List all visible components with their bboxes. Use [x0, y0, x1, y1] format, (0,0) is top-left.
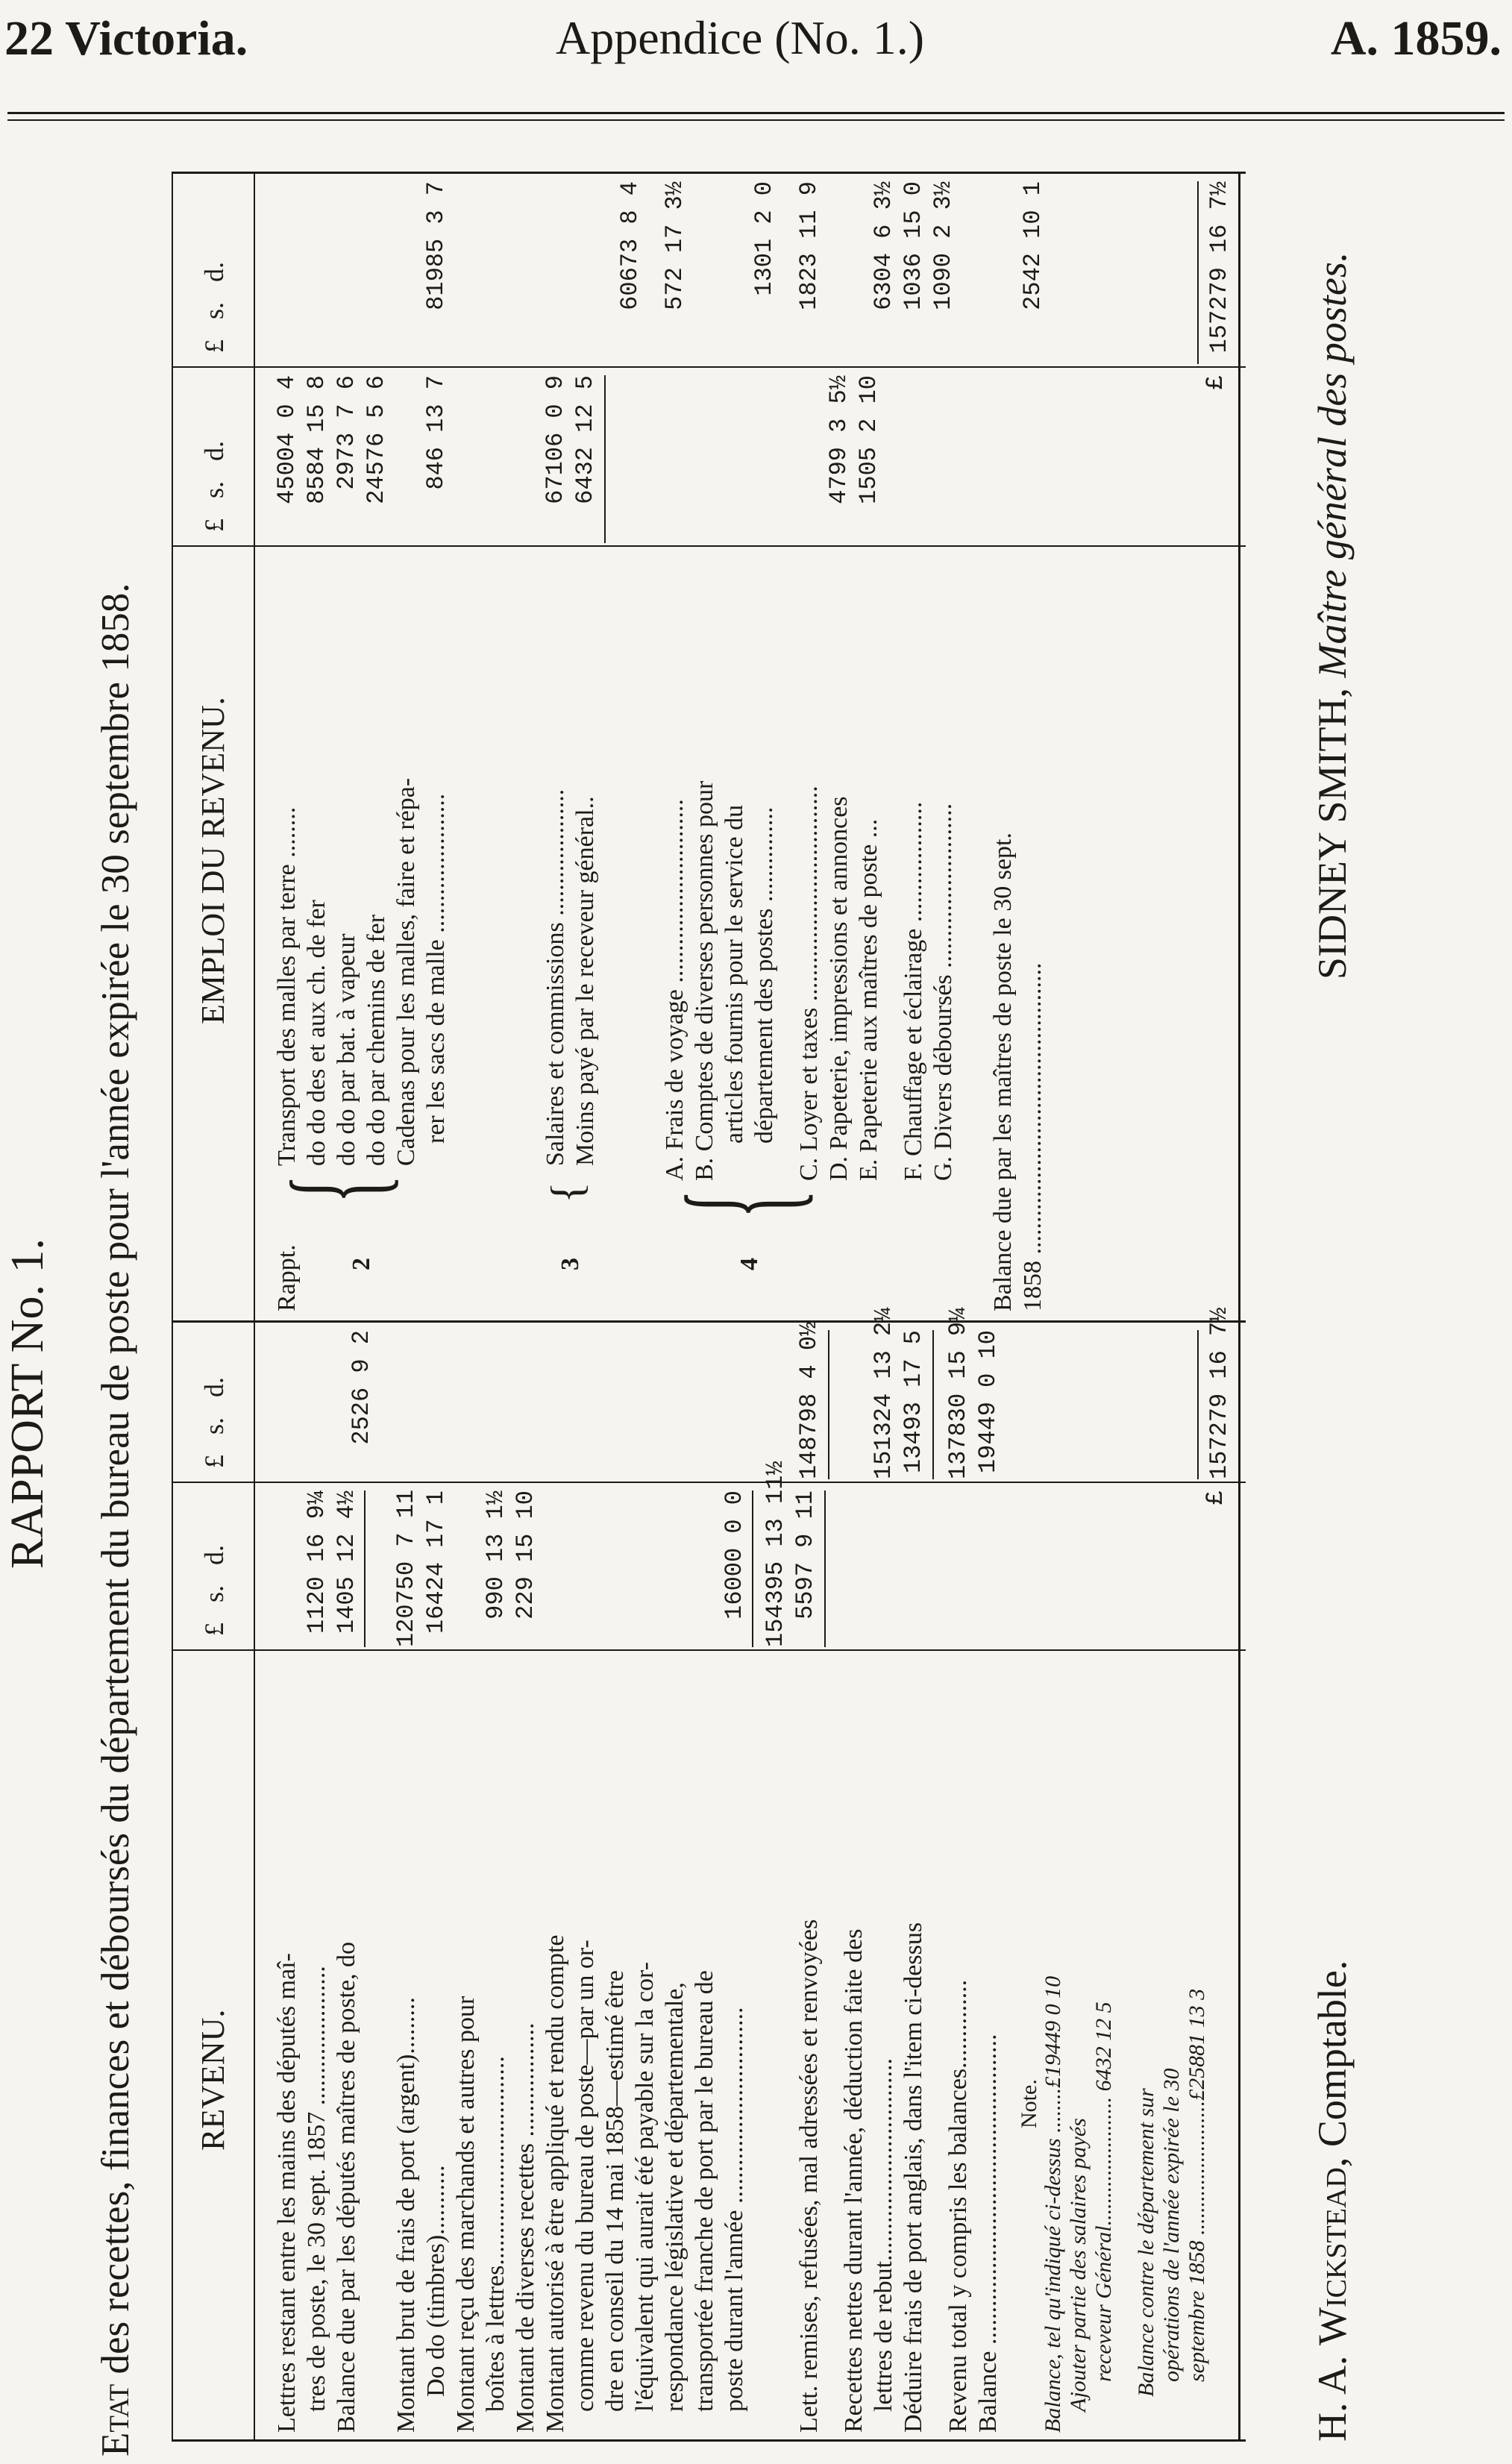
amt-g3-total: 60673 8 4 [616, 181, 644, 310]
amt-nettes: 151324 13 2¼ [870, 1307, 897, 1479]
revenu-lettres-2: tres de poste, le 30 sept. 1857 ...................... [303, 1966, 330, 2412]
emploi-a: A. Frais de voyage ............................. [661, 799, 688, 1181]
revenu-brut-2: Do do (timbres)........... [422, 2165, 450, 2397]
amt-a: 572 17 3½ [661, 181, 688, 310]
revenu-total: Revenu total y compris les balances.............. [944, 1979, 972, 2433]
emploi-group-3: 3 [556, 1258, 584, 1270]
revenu-recu-2: boîtes à lettres................................. [482, 2056, 509, 2412]
revenu-aut-6: poste durant l'année ............................... [721, 2007, 748, 2412]
amt-lett: 5597 9 11 [791, 1490, 819, 1620]
table-right-rule [172, 172, 1246, 174]
amt-moins: 6432 12 5 [571, 375, 599, 504]
accounts-table [172, 174, 1246, 2442]
running-header-center: Appendice (No. 1.) [556, 11, 925, 64]
revenu-header: REVENU. [195, 2009, 231, 2151]
revenu-aut-2: dre en conseil du 14 mai 1858—estimé être [601, 1970, 629, 2412]
emploi-header: EMPLOI DU REVENU. [195, 697, 231, 1024]
money-header-2: £ s. d. [199, 1376, 229, 1468]
emploi-moins: Moins payé par le receveur général.. [571, 796, 599, 1166]
emploi-transport-1: do do des et aux ch. de fer [303, 900, 330, 1166]
emploi-transport-2: do do par bat. à vapeur [333, 933, 360, 1166]
amt-cadenas: 846 13 7 [422, 375, 450, 490]
rule [752, 1490, 753, 1647]
header-bottom-rule [254, 174, 255, 2442]
amt-c: 1823 11 9 [795, 181, 823, 310]
brace-group-4: { [656, 1189, 827, 1218]
amt-pound-sign-2: £ [1202, 375, 1229, 390]
revenu-nettes-1: Recettes nettes durant l'année, déduction faite des [840, 1928, 868, 2433]
col-rule [172, 1482, 1246, 1483]
revenu-nettes-2: lettres de rebut................................ [870, 2057, 897, 2412]
note-line-1: Balance, tel qu'indiqué ci-dessus ........£19449 0 10 [1041, 1975, 1065, 2433]
col-rule [172, 545, 1246, 547]
rotated-report [0, 159, 1512, 2464]
revenu-aut-0: Montant autorisé à être appliqué et rendu compte [542, 1934, 569, 2433]
amt-balance-2: 19449 0 10 [974, 1330, 1002, 1474]
col-rule [172, 1649, 1246, 1651]
amt-lettres: 1120 16 9¼ [303, 1490, 330, 1634]
revenu-lettres-1: Lettres restant entre les mains des députés maî- [273, 1953, 301, 2433]
amt-brut-1: 120750 7 11 [392, 1489, 420, 1647]
note-title: Note. [1017, 2079, 1041, 2128]
note-line-6: septembre 1858 ........................£25881 13 3 [1185, 1988, 1209, 2382]
amt-grand-total-revenu: 157279 16 7½ [1205, 1307, 1233, 1479]
note-line-4: Balance contre le département sur [1134, 2088, 1158, 2397]
revenu-balance-2: Balance ................................................. [974, 2034, 1002, 2433]
emploi-balance-1: Balance due par les maîtres de poste le 30 sept. [989, 833, 1017, 1311]
revenu-brut-1: Montant brut de frais de port (argent)......... [392, 1997, 420, 2433]
note-line-2: Ajouter partie des salaires payés [1066, 2118, 1091, 2412]
emploi-f: F. Chauffage et éclairage ................... [900, 801, 927, 1181]
revenu-balance: Balance due par les députés maîtres de poste, do [333, 1941, 360, 2433]
amt-transport-3: 24576 5 6 [363, 375, 390, 504]
amt-aut: 16000 0 0 [721, 1490, 748, 1620]
amt-tot1: 154395 13 11½ [762, 1461, 789, 1647]
emploi-e: E. Papeterie aux maîtres de poste ... [855, 818, 882, 1181]
rule [1197, 1330, 1199, 1479]
revenu-aut-5: transportée franche de port par le bureau de [691, 1970, 718, 2412]
note-line-3: receveur Général....................... 6432 12 5 [1091, 2001, 1116, 2382]
emploi-d: D. Papeterie, impressions et annonces [825, 796, 853, 1181]
emploi-salaires: Salaires et commissions .................... [542, 789, 569, 1166]
money-header-1: £ s. d. [199, 1544, 229, 1636]
emploi-c: C. Loyer et taxes .................................. [795, 786, 823, 1181]
amt-balance-due: 2542 10 1 [1019, 181, 1047, 310]
emploi-transport-3: do do par chemins de fer [363, 914, 390, 1166]
revenu-divers: Montant de diverses recettes .................. [512, 2022, 539, 2433]
amt-recu: 990 13 1½ [482, 1490, 509, 1620]
emploi-g: G. Divers déboursés .......................... [929, 803, 957, 1181]
subtitle-prefix: Etat [94, 2383, 137, 2457]
amt-grand-total-emploi: 157279 16 7½ [1205, 181, 1233, 354]
money-header-4: £ s. d. [199, 261, 229, 353]
amt-g2-total: 81985 3 7 [422, 181, 450, 310]
amt-d: 4799 3 5½ [825, 375, 853, 504]
amt-deduire: 13493 17 5 [900, 1330, 927, 1474]
table-top-rule [172, 174, 173, 2442]
emploi-group-4: 4 [735, 1258, 763, 1270]
running-header-left: 22 Victoria. [4, 11, 248, 66]
amt-brut-2: 16424 17 1 [422, 1490, 450, 1634]
emploi-rappt: Rappt. [273, 1244, 301, 1311]
header-rule [7, 112, 1505, 114]
table-left-rule [172, 2439, 1246, 2442]
rule [932, 1330, 934, 1479]
amt-sub1: 2526 9 2 [348, 1330, 375, 1445]
amt-e: 1505 2 10 [855, 375, 882, 504]
revenu-lett: Lett. remises, refusées, mal adressées et renvoyées [795, 1919, 823, 2433]
amt-de-total: 6304 6 3½ [870, 181, 897, 310]
amt-f: 1036 15 0 [900, 181, 927, 310]
subtitle-text: des recettes, finances et déboursés du département du bureau de poste pour l'année expirée le 30 septembre 1858. [94, 583, 137, 2374]
revenu-aut-1: comme revenu du bureau de poste—par un or- [571, 1940, 599, 2412]
amt-divers: 229 15 10 [512, 1490, 539, 1620]
emploi-balance-2: 1858 .............................................. [1019, 962, 1047, 1311]
table-bottom-rule [1238, 174, 1240, 2442]
emploi-group-2: 2 [348, 1258, 375, 1270]
emploi-cadenas-2: rer les sacs de malle ...................... [422, 793, 450, 1144]
rule [828, 1330, 829, 1479]
emploi-b-2: articles fournis pour le service du [721, 804, 748, 1144]
revenu-aut-4: respondance législative et départementale, [661, 1982, 688, 2412]
amt-balance: 1405 12 4½ [333, 1490, 360, 1634]
money-header-3: £ s. d. [199, 440, 229, 532]
revenu-deduire: Déduire frais de port anglais, dans l'item ci-dessus [900, 1922, 927, 2433]
amt-b: 1301 2 0 [750, 181, 778, 296]
amt-total: 137830 15 9¼ [944, 1307, 972, 1479]
report-subtitle [93, 583, 138, 2457]
signature-right: SIDNEY SMITH, Maître général des postes. [1310, 251, 1355, 979]
rule [1197, 181, 1199, 364]
emploi-b-3: département des postes ............... [750, 806, 778, 1144]
brace-group-3: { [542, 1182, 592, 1203]
amt-g: 1090 2 3½ [929, 181, 957, 310]
rule [364, 1490, 366, 1647]
col-rule [172, 366, 1246, 368]
amt-pound-sign: £ [1202, 1490, 1229, 1505]
rule [824, 1490, 826, 1647]
report-title: RAPPORT No. 1. [2, 1238, 53, 1569]
header-rule-thin [7, 119, 1505, 121]
signature-left: H. A. Wickstead, Comptable. [1310, 1960, 1355, 2442]
note-line-5: opérations de l'année expirée le 30 [1159, 2068, 1184, 2382]
amt-transport-1: 8584 15 8 [303, 375, 330, 504]
amt-lett-res: 148798 4 0½ [795, 1321, 823, 1479]
col-rule-main [172, 1320, 1246, 1323]
running-header-right: A. 1859. [1330, 11, 1502, 66]
amt-salaires: 67106 0 9 [542, 375, 569, 504]
emploi-cadenas-1: Cadenas pour les malles, faire et répa- [392, 777, 420, 1166]
revenu-recu-1: Montant reçu des marchands et autres pour [452, 1996, 480, 2433]
amt-transport-0: 45004 0 4 [273, 375, 301, 504]
revenu-aut-3: l'équivalent qui aurait été payable sur la cor- [631, 1961, 659, 2412]
rule [604, 375, 606, 543]
emploi-b-1: B. Comptes de diverses personnes pour [691, 780, 718, 1181]
amt-transport-2: 2973 7 6 [333, 375, 360, 490]
emploi-transport-0: Transport des malles par terre ........ [273, 806, 301, 1166]
brace-group-2: { [266, 1174, 410, 1203]
